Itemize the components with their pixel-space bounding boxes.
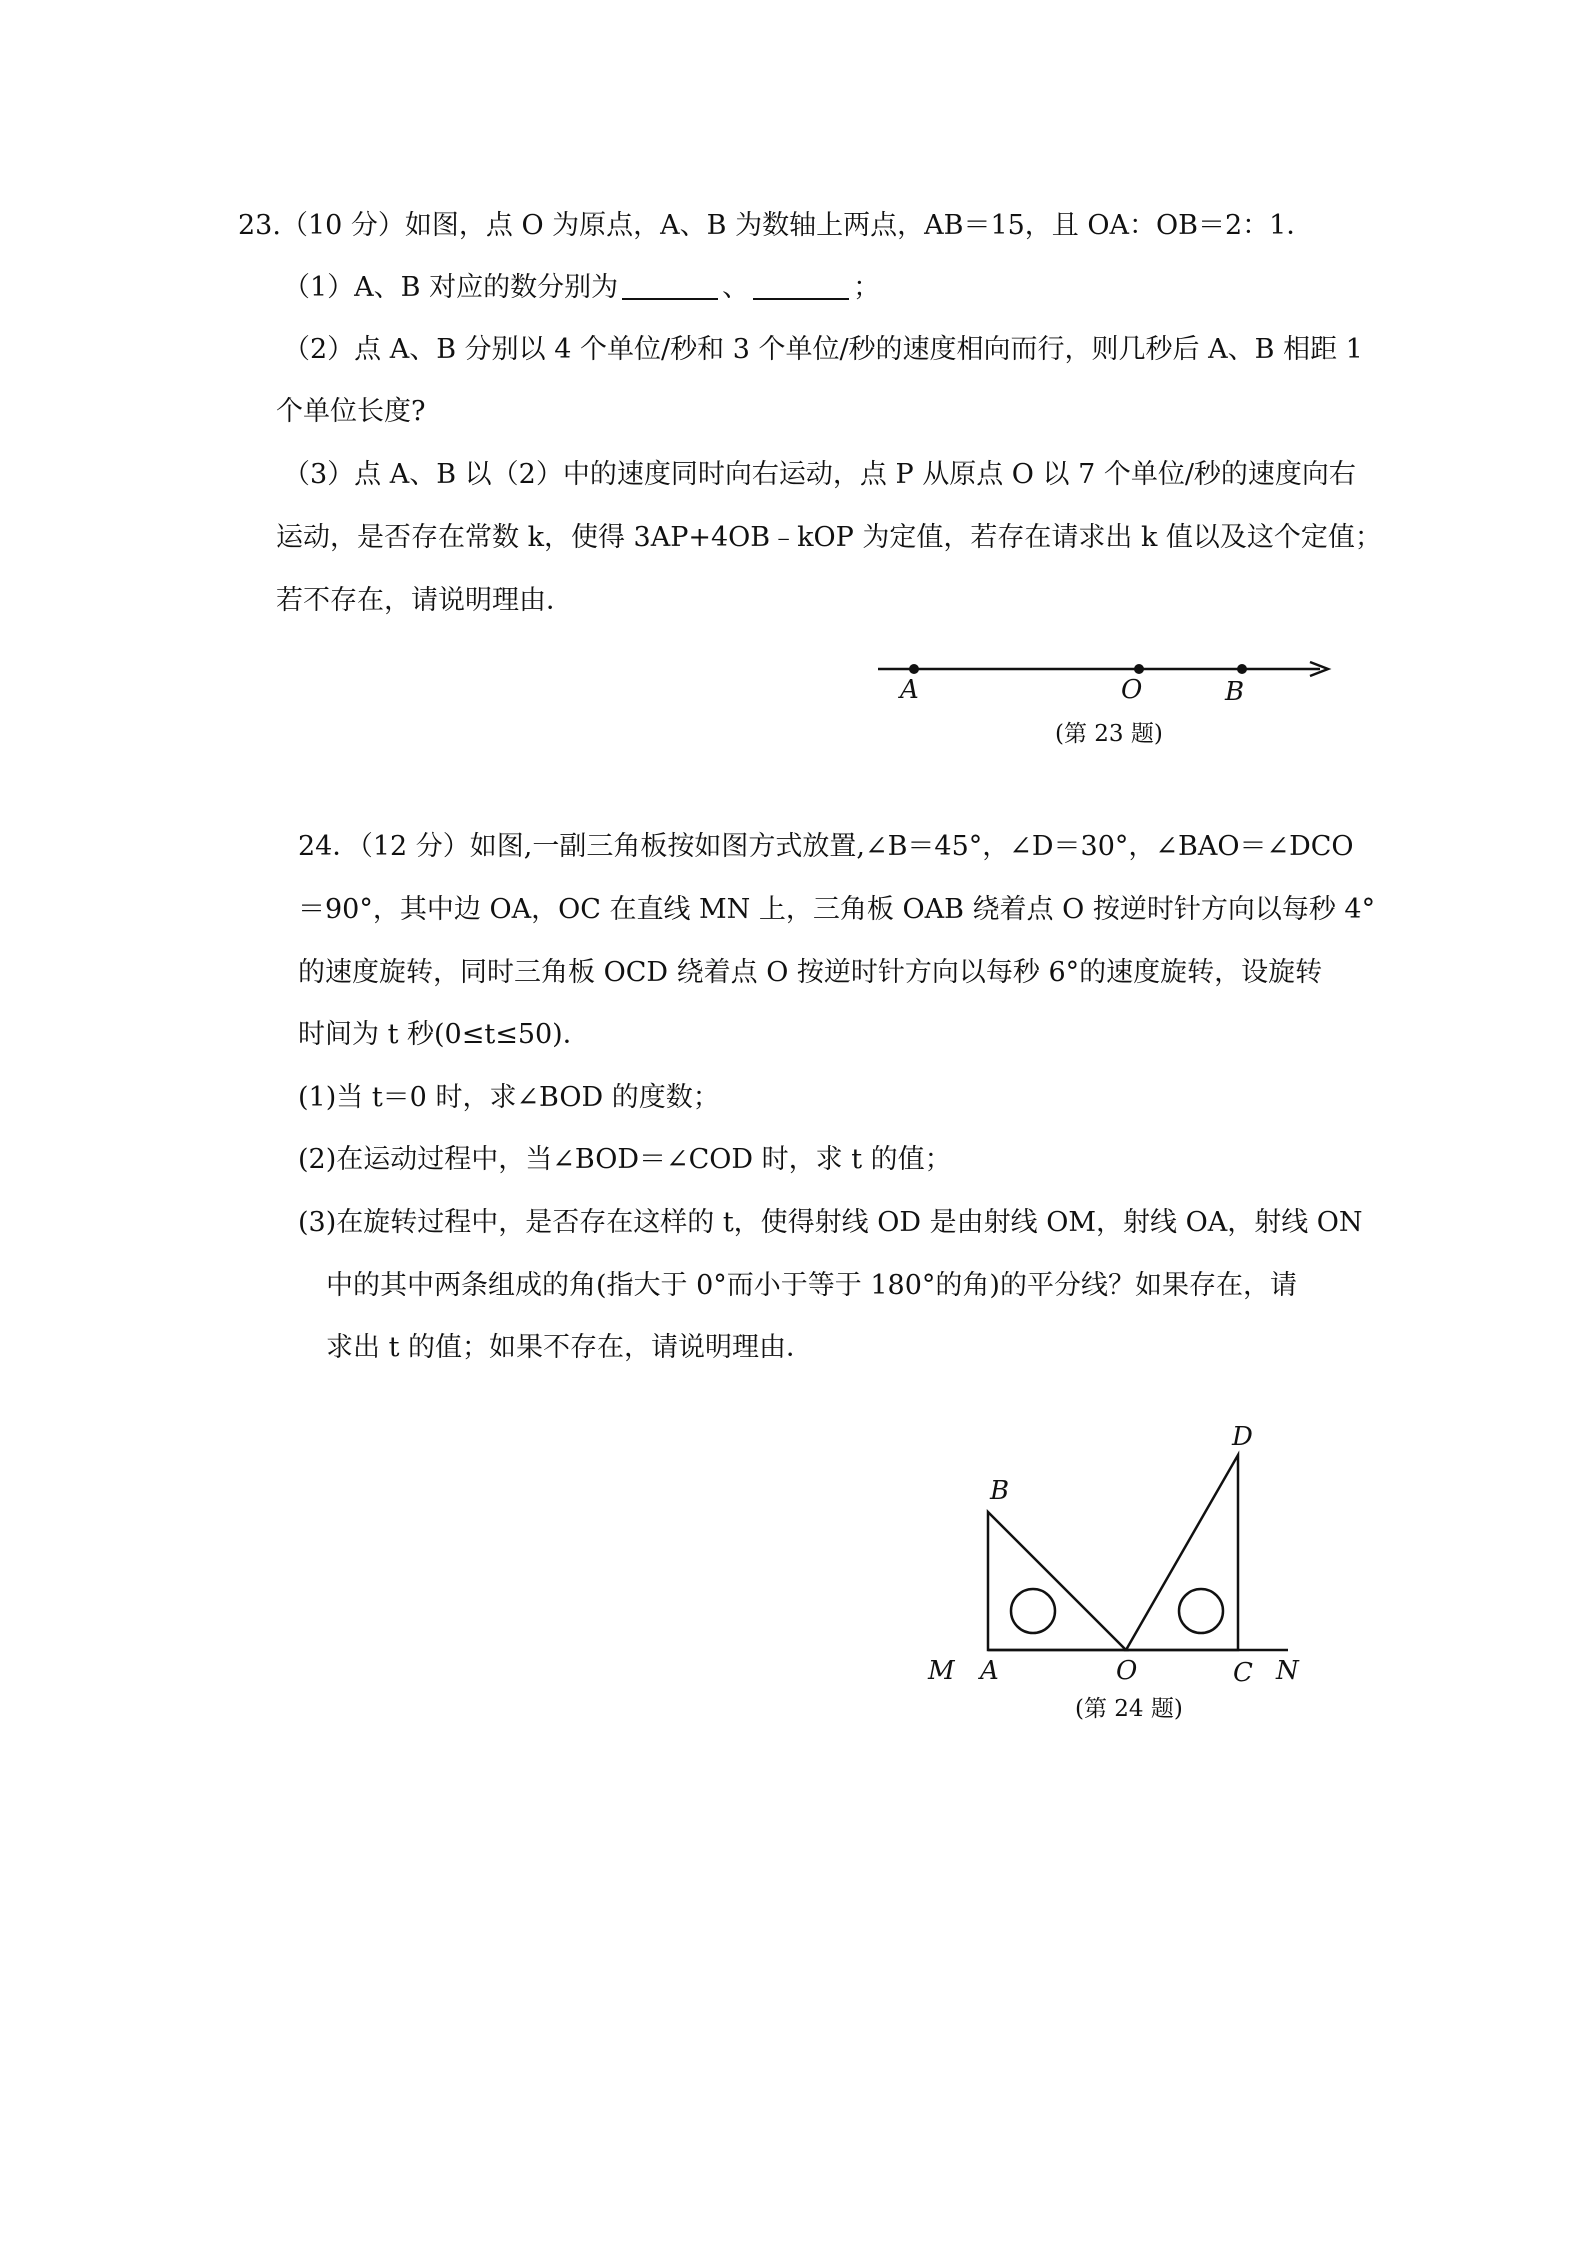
- label-b: B: [990, 1476, 1010, 1506]
- q24-part3-line2: 中的其中两条组成的角(指大于 0°而小于等于 180°的角)的平分线？如果存在，请: [326, 1270, 1297, 1301]
- q23-part1-text: （1）A、B 对应的数分别为: [283, 272, 619, 303]
- q23-part3-line1: （3）点 A、B 以（2）中的速度同时向右运动，点 P 从原点 O 以 7 个单位/秒的速度向右: [283, 459, 1356, 490]
- q23-part1-end: ；: [853, 272, 881, 303]
- label-o: O: [1116, 1656, 1138, 1686]
- q24-part3-line1: (3)在旋转过程中，是否存在这样的 t，使得射线 OD 是由射线 OM，射线 OA，射线 ON: [298, 1207, 1363, 1238]
- label-a: A: [980, 1656, 999, 1686]
- label-d: D: [1232, 1422, 1253, 1452]
- q23-answer-blank-b[interactable]: [753, 270, 849, 300]
- q23-part3-line2: 运动，是否存在常数 k，使得 3AP+4OB﹣kOP 为定值，若存在请求出 k 值以及这个定值；: [276, 522, 1382, 553]
- label-c: C: [1233, 1658, 1253, 1688]
- q24-stem-line3: 的速度旋转，同时三角板 OCD 绕着点 O 按逆时针方向以每秒 6°的速度旋转，设旋转: [298, 957, 1323, 988]
- label-o: O: [1121, 675, 1143, 705]
- triangle-oab: [988, 1512, 1126, 1650]
- q23-number-line-figure: [870, 640, 1350, 720]
- q24-figure-caption: (第 24 题): [1075, 1696, 1183, 1722]
- q23-part1-separator: 、: [722, 272, 750, 303]
- q23-part1: [283, 268, 880, 308]
- q24-part2: (2)在运动过程中，当∠BOD＝∠COD 时，求 t 的值；: [298, 1144, 952, 1175]
- point-a-dot: [909, 664, 919, 674]
- q24-part3-line3: 求出 t 的值；如果不存在，请说明理由．: [326, 1332, 814, 1363]
- q23-figure-caption: (第 23 题): [1055, 721, 1163, 747]
- point-o-dot: [1134, 664, 1144, 674]
- q23-stem: 23.（10 分）如图，点 O 为原点，A、B 为数轴上两点，AB＝15，且 OA：OB＝2：1．: [238, 210, 1314, 241]
- q23-answer-blank-a[interactable]: [622, 270, 718, 300]
- triangle-oab-hole: [1011, 1589, 1055, 1633]
- label-n: N: [1276, 1656, 1299, 1686]
- label-b: B: [1225, 677, 1245, 707]
- q23-part2-line2: 个单位长度?: [276, 396, 426, 427]
- q24-part1: (1)当 t＝0 时，求∠BOD 的度数；: [298, 1082, 720, 1113]
- label-m: M: [928, 1656, 955, 1686]
- q23-part2-line1: （2）点 A、B 分别以 4 个单位/秒和 3 个单位/秒的速度相向而行，则几秒后 A、B 相距 1: [283, 334, 1363, 365]
- label-a: A: [900, 675, 919, 705]
- q24-triangles-figure: [920, 1415, 1320, 1688]
- q24-stem-line2: ＝90°，其中边 OA，OC 在直线 MN 上，三角板 OAB 绕着点 O 按逆时针方向以每秒 4°: [298, 894, 1376, 925]
- triangle-ocd-hole: [1179, 1589, 1223, 1633]
- q23-part3-line3: 若不存在，请说明理由．: [276, 585, 573, 616]
- q24-stem-line4: 时间为 t 秒(0≤t≤50)．: [298, 1019, 590, 1050]
- q24-stem-line1: 24．（12 分）如图,一副三角板按如图方式放置,∠B＝45°，∠D＝30°，∠BAO＝∠DCO: [298, 831, 1354, 862]
- point-b-dot: [1237, 664, 1247, 674]
